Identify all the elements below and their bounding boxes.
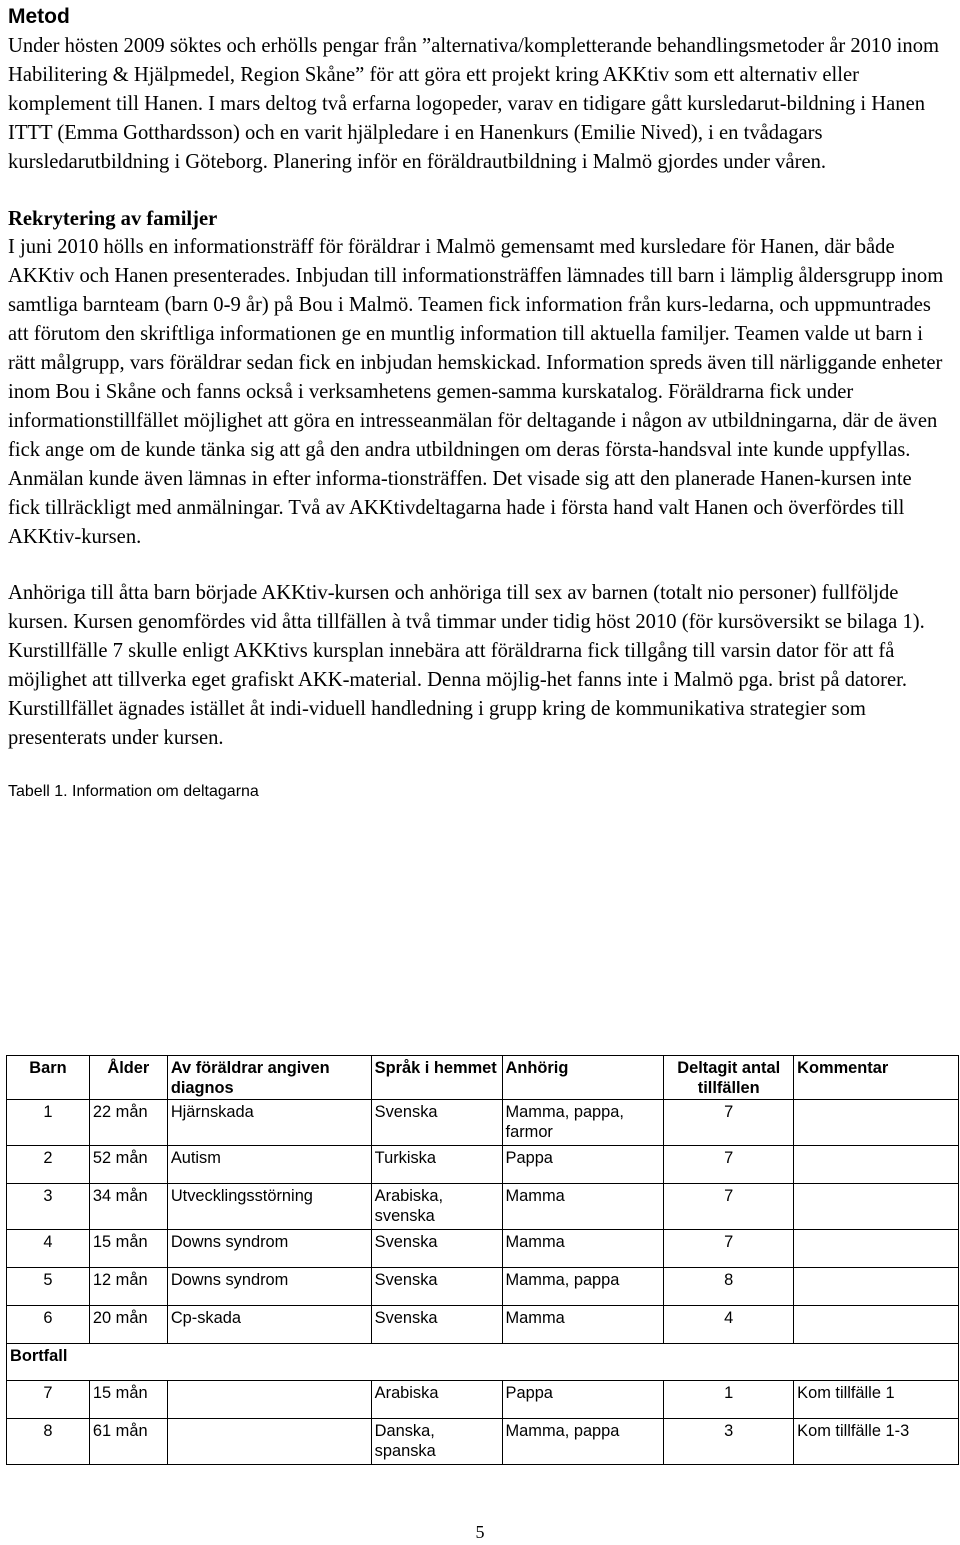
subheading-recruitment: Rekrytering av familjer — [8, 207, 218, 230]
table-row — [7, 1184, 959, 1230]
recruitment-paragraph: I juni 2010 hölls en informationsträff för föräldrar i Malmö gemensamt med kursledare för Hanen, där både AKKtiv och Hanen presenterades. Inbjudan till informationsträffen lämnades till barn i lämplig åldersgrupp inom samtliga barnteam (barn 0-9 år) på Bou i Malmö. Teamen fick information från kurs-ledarna, och uppmuntrades att förutom den skriftliga informationen ge en muntlig information till aktuella familjer. Teamen valde ut barn i rätt målgrupp, vars föräldrar sedan fick en inbjudan hemskickad. Information spreds även till närliggande enheter inom Bou i Skåne och fanns också i verksamhetens gemen-samma kurskatalog. Föräldrarna fick under informationstillfället möjlighet att göra en intresseanmälan för deltagande i någon av utbildningarna, där de även fick ange om de kunde tänka sig att gå den andra utbildningen om deras första-handsval inte kunde uppfyllas. Anmälan kunde även lämnas in efter informa-tionsträffen. Det visade sig att den planerade Hanen-kursen inte fick tillräckligt med anmälningar. Två av AKKtivdeltagarna hade i första hand valt Hanen och överfördes till AKKtiv-kursen. — [8, 236, 944, 548]
cell-deltagit: 4 — [664, 1306, 794, 1344]
cell-deltagit: 8 — [664, 1268, 794, 1306]
cell-sprak: Svenska — [371, 1100, 502, 1146]
cell-diagnos: Cp-skada — [167, 1306, 371, 1344]
header-sprak: Språk i hemmet — [371, 1056, 502, 1100]
cell-kommentar — [794, 1306, 959, 1344]
cell-barn: 7 — [7, 1381, 90, 1419]
cell-alder: 12 mån — [89, 1268, 167, 1306]
cell-kommentar — [794, 1230, 959, 1268]
cell-sprak: Turkiska — [371, 1146, 502, 1184]
cell-kommentar — [794, 1100, 959, 1146]
cell-kommentar — [794, 1268, 959, 1306]
course-paragraph: Anhöriga till åtta barn började AKKtiv-kursen och anhöriga till sex av barnen (totalt nio personer) fullföljde kursen. Kursen genomfördes vid åtta tillfällen à två timmar under tidig höst 2010 (för kursöversikt se bilaga 1). Kurstillfälle 7 skulle enligt AKKtivs kursplan innebära att föräldrarna fick tillgång till varsin dator för att få möjlighet att tillverka eget grafiskt AKK-material. Denna möjlig-het fanns inte i Malmö pga. brist på datorer. Kurstillfället ägnades istället åt indi-viduell handledning i grupp kring de kommunikativa strategier som presenterats under kursen. — [8, 582, 925, 749]
cell-kommentar: Kom tillfälle 1-3 — [794, 1419, 959, 1465]
cell-barn: 1 — [7, 1100, 90, 1146]
cell-diagnos: Hjärnskada — [167, 1100, 371, 1146]
cell-barn: 8 — [7, 1419, 90, 1465]
cell-kommentar — [794, 1184, 959, 1230]
cell-kommentar: Kom tillfälle 1 — [794, 1381, 959, 1419]
dropout-row — [7, 1344, 959, 1381]
cell-anhorig: Mamma — [502, 1230, 664, 1268]
cell-barn: 4 — [7, 1230, 90, 1268]
table-row — [7, 1146, 959, 1184]
cell-anhorig: Pappa — [502, 1146, 664, 1184]
cell-diagnos — [167, 1419, 371, 1465]
table-row — [7, 1100, 959, 1146]
cell-diagnos: Downs syndrom — [167, 1268, 371, 1306]
cell-diagnos: Downs syndrom — [167, 1230, 371, 1268]
table-caption: Tabell 1. Information om deltagarna — [8, 782, 259, 800]
cell-alder: 15 mån — [89, 1230, 167, 1268]
cell-barn: 2 — [7, 1146, 90, 1184]
cell-sprak: Svenska — [371, 1230, 502, 1268]
cell-barn: 3 — [7, 1184, 90, 1230]
header-diagnos: Av föräldrar angiven diagnos — [167, 1056, 371, 1100]
intro-paragraph: Under hösten 2009 söktes och erhölls pengar från ”alternativa/kompletterande behandlingsmetoder år 2010 inom Habilitering & Hjälpmedel, Region Skåne” för att göra ett projekt kring AKKtiv som ett alternativ eller komplement till Hanen. I mars deltog två erfarna logopeder, varav en tidigare gått kursledarut-bildning i Hanen ITTT (Emma Gotthardsson) och en varit hjälpledare i en Hanenkurs (Emilie Nived), i en tvådagars kursledarutbildning i Göteborg. Planering inför en föräldrautbildning i Malmö gjordes under våren. — [8, 35, 940, 173]
header-anhorig: Anhörig — [502, 1056, 664, 1100]
table-row — [7, 1381, 959, 1419]
cell-deltagit: 7 — [664, 1146, 794, 1184]
cell-anhorig: Mamma, pappa — [502, 1419, 664, 1465]
page-number: 5 — [475, 1522, 485, 1542]
table-header-row — [7, 1056, 959, 1100]
cell-alder: 15 mån — [89, 1381, 167, 1419]
cell-sprak: Svenska — [371, 1268, 502, 1306]
dropout-label: Bortfall — [7, 1344, 959, 1381]
cell-anhorig: Pappa — [502, 1381, 664, 1419]
cell-alder: 22 mån — [89, 1100, 167, 1146]
table-row — [7, 1230, 959, 1268]
table-row — [7, 1268, 959, 1306]
section-heading: Metod — [8, 5, 70, 28]
cell-deltagit: 7 — [664, 1184, 794, 1230]
cell-sprak: Svenska — [371, 1306, 502, 1344]
cell-alder: 52 mån — [89, 1146, 167, 1184]
cell-barn: 6 — [7, 1306, 90, 1344]
cell-sprak: Danska, spanska — [371, 1419, 502, 1465]
cell-anhorig: Mamma — [502, 1184, 664, 1230]
cell-sprak: Arabiska — [371, 1381, 502, 1419]
cell-alder: 34 mån — [89, 1184, 167, 1230]
cell-alder: 20 mån — [89, 1306, 167, 1344]
cell-deltagit: 7 — [664, 1230, 794, 1268]
cell-diagnos: Autism — [167, 1146, 371, 1184]
document-page — [8, 0, 948, 801]
table-row — [7, 1419, 959, 1465]
cell-deltagit: 7 — [664, 1100, 794, 1146]
header-alder: Ålder — [89, 1056, 167, 1100]
cell-deltagit: 3 — [664, 1419, 794, 1465]
cell-sprak: Arabiska, svenska — [371, 1184, 502, 1230]
cell-diagnos — [167, 1381, 371, 1419]
header-kommentar: Kommentar — [794, 1056, 959, 1100]
table-row — [7, 1306, 959, 1344]
header-barn: Barn — [7, 1056, 90, 1100]
cell-diagnos: Utvecklingsstörning — [167, 1184, 371, 1230]
cell-deltagit: 1 — [664, 1381, 794, 1419]
cell-anhorig: Mamma, pappa — [502, 1268, 664, 1306]
cell-barn: 5 — [7, 1268, 90, 1306]
cell-anhorig: Mamma, pappa, farmor — [502, 1100, 664, 1146]
cell-anhorig: Mamma — [502, 1306, 664, 1344]
cell-alder: 61 mån — [89, 1419, 167, 1465]
cell-kommentar — [794, 1146, 959, 1184]
participants-table — [6, 1055, 959, 1465]
header-deltagit: Deltagit antal tillfällen — [664, 1056, 794, 1100]
